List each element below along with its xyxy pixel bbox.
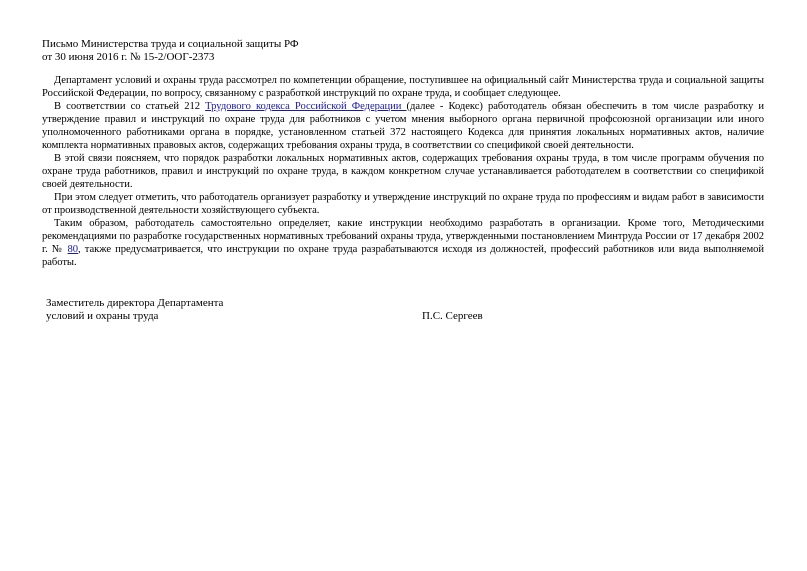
signature-name-row (46, 310, 606, 323)
paragraph-text: , также предусматривается, что инструкции по охране труда разрабатываются исходя из должностей, профессий работников или вида выполняемой работы. (42, 244, 765, 268)
paragraph-conclusion (42, 217, 764, 269)
paragraph-labor-code (42, 100, 764, 152)
signatory-name: П.С. Сергеев (422, 310, 483, 322)
signature-title-line1: Заместитель директора Департамента (46, 297, 224, 309)
paragraph-intro: Департамент условий и охраны труда рассмотрел по компетенции обращение, поступившее на официальный сайт Министерства труда и социальной защиты Российской Федерации, по вопросу, связанному с разработкой инструкций по охране труда, и сообщает следующее. (42, 75, 764, 99)
document-date-number: от 30 июня 2016 г. № 15-2/ООГ-2373 (42, 51, 215, 63)
signature-title-line2: условий и охраны труда (46, 310, 159, 322)
paragraph-text: Таким образом, работодатель самостоятельно определяет, какие инструкции необходимо разработать в организации. Кроме того, Методическими рекомендациями по разработке государственных нормативных требований охраны труда, утвержденными постановлением Минтруда России от 17 декабря 2002 г. № (42, 218, 764, 255)
paragraph-explanation: В этой связи поясняем, что порядок разработки локальных нормативных актов, содержащих требования охраны труда, в том числе программ обучения по охране труда работников, правил и инструкций по охране труда, в каждом конкретном случае устанавливается работодателем в соответствии со спецификой своей деятельности. (42, 153, 764, 190)
document-header (42, 38, 442, 64)
document-body (42, 74, 764, 269)
document-title: Письмо Министерства труда и социальной защиты РФ (42, 38, 299, 50)
labor-code-link[interactable]: Трудового кодекса Российской Федерации (205, 101, 407, 112)
resolution-80-link[interactable]: 80 (67, 244, 79, 255)
paragraph-text: (далее - Кодекс) работодатель обязан обеспечить в том числе разработку и утверждение правил и инструкций по охране труда для работников с учетом мнения выборного органа первичной профсоюзной организации или иного уполномоченного работниками органа в порядке, установленном статьей 372 настоящего Кодекса для принятия локальных нормативных актов, наличие комплекта нормативных правовых актов, содержащих требования охраны труда, в соответствии со спецификой своей деятельности. (42, 101, 765, 151)
signature-title-row (46, 297, 606, 310)
paragraph-text: В соответствии со статьей 212 (54, 101, 206, 112)
paragraph-note: При этом следует отметить, что работодатель организует разработку и утверждение инструкций по охране труда по профессиям и видам работ в зависимости от производственной деятельности хозяйствующего субъекта. (42, 192, 764, 216)
signature-block (46, 297, 606, 323)
